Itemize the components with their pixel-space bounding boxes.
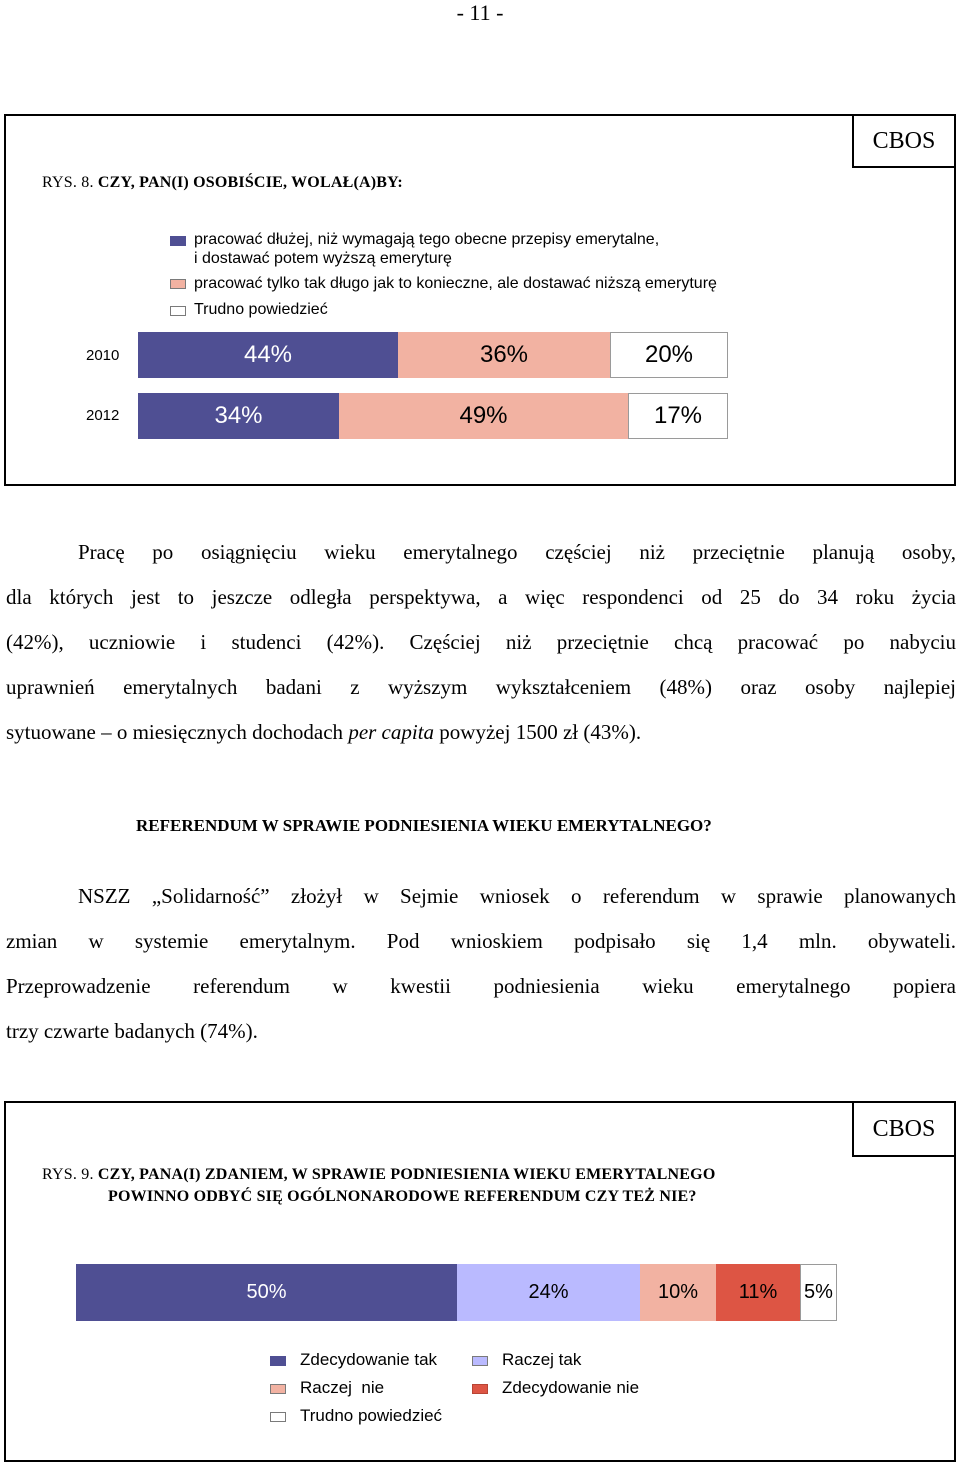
cbos-logo-fig8: CBOS [852, 114, 956, 168]
bar-segment-2012-longer-work [138, 393, 339, 439]
bar-segment-definitely-no [716, 1264, 800, 1321]
legend-swatch-longer-work [170, 236, 186, 246]
legend-label-rather-yes: Raczej tak [502, 1350, 582, 1369]
figure-9-stacked-bar-chart [76, 1264, 837, 1321]
legend-swatch-rather-yes [472, 1356, 488, 1366]
bar-segment-rather-yes [457, 1264, 640, 1321]
page-number: - 11 - [456, 0, 504, 25]
figure-8-stacked-bar-chart [138, 332, 728, 440]
figure-9-legend [270, 1350, 690, 1430]
paragraph-1 [6, 530, 956, 755]
paragraph-2-line: zmian w systemie emerytalnym. Pod wnioskiem podpisało się 1,4 mln. obywateli. [6, 929, 956, 953]
paragraph-2-line: trzy czwarte badanych (74%). [6, 1019, 258, 1043]
section-heading: REFERENDUM W SPRAWIE PODNIESIENIA WIEKU EMERYTALNEGO? [136, 816, 712, 835]
figure-9-label: RYS. 9. [42, 1166, 94, 1183]
per-capita-italic: per capita [348, 720, 435, 744]
paragraph-1-line: dla których jest to jeszcze odległa perspektywa, a więc respondenci od 25 do 34 roku życia [6, 585, 956, 609]
category-label-2010: 2010 [86, 347, 120, 364]
bar-data-label: 20% [644, 341, 694, 368]
legend-label-definitely-no: Zdecydowanie nie [502, 1378, 640, 1397]
legend-label-longer-work: pracować dłużej, niż wymagają tego obecne przepisy emerytalne, i dostawać potem wyższą emeryturę [194, 231, 660, 267]
bar-segment-hard-to-say [800, 1264, 837, 1321]
bar-segment-2010-longer-work [138, 332, 398, 378]
paragraph-1-line: Pracę po osiągnięciu wieku emerytalnego częściej niż przeciętnie planują osoby, [78, 540, 956, 564]
bar-segment-2012-as-needed [339, 393, 628, 439]
legend-swatch-rather-no [270, 1384, 286, 1394]
figure-8-label: RYS. 8. [42, 174, 94, 191]
paragraph-1-line: (42%), uczniowie i studenci (42%). Częściej niż przeciętnie chcą pracować po nabyciu [6, 630, 956, 654]
bar-data-label: 34% [214, 402, 263, 429]
figure-9-question-line-2: POWINNO ODBYĆ SIĘ OGÓLNONARODOWE REFERENDUM CZY TEŻ NIE? [108, 1188, 697, 1205]
bar-segment-definitely-yes [76, 1264, 457, 1321]
paragraph-2-line: NSZZ „Solidarność” złożył w Sejmie wniosek o referendum w sprawie planowanych [78, 884, 956, 908]
paragraph-1-last-line: sytuowane – o miesięcznych dochodach per capita powyżej 1500 zł (43%). [6, 720, 642, 744]
cbos-logo-fig9: CBOS [852, 1101, 956, 1157]
bar-segment-rather-no [640, 1264, 716, 1321]
category-label-2012: 2012 [86, 407, 120, 424]
bar-data-label: 11% [738, 1281, 778, 1303]
bar-data-label: 17% [653, 402, 703, 429]
legend-label-hard-to-say: Trudno powiedzieć [194, 301, 328, 318]
legend-label-rather-no: Raczej nie [300, 1378, 385, 1397]
legend-swatch-hard-to-say [170, 306, 186, 316]
paragraph-2-line: Przeprowadzenie referendum w kwestii podniesienia wieku emerytalnego popiera [6, 974, 956, 998]
legend-label-hard-to-say-fig9: Trudno powiedzieć [300, 1406, 443, 1425]
legend-label-as-needed: pracować tylko tak długo jak to konieczne, ale dostawać niższą emeryturę [194, 275, 717, 292]
bar-data-label: 24% [528, 1281, 569, 1303]
figure-9-title [42, 1164, 715, 1208]
figure-8-legend [170, 230, 870, 322]
bar-segment-2010-as-needed [398, 332, 610, 378]
paragraph-1-line: uprawnień emerytalnych badani z wyższym wykształceniem (48%) oraz osoby najlepiej [6, 675, 956, 699]
legend-swatch-definitely-yes [270, 1356, 286, 1366]
bar-segment-2010-hard-to-say [610, 332, 728, 378]
bar-data-label: 50% [246, 1281, 287, 1303]
figure-8-question: CZY, PAN(I) OSOBIŚCIE, WOLAŁ(A)BY: [97, 174, 403, 191]
bar-data-label: 10% [657, 1281, 699, 1303]
legend-label-definitely-yes: Zdecydowanie tak [300, 1350, 438, 1369]
legend-swatch-definitely-no [472, 1384, 488, 1394]
bar-data-label: 44% [243, 341, 293, 368]
paragraph-2 [6, 874, 956, 1054]
legend-swatch-hard-to-say-fig9 [270, 1412, 286, 1422]
figure-8-title [42, 174, 403, 192]
figure-9-question-line-1: CZY, PANA(I) ZDANIEM, W SPRAWIE PODNIESIENIA WIEKU EMERYTALNEGO [97, 1166, 716, 1183]
bar-data-label: 49% [459, 402, 508, 429]
bar-data-label: 5% [804, 1281, 833, 1303]
legend-swatch-as-needed [170, 279, 186, 289]
bar-data-label: 36% [479, 341, 529, 368]
bar-segment-2012-hard-to-say [628, 393, 728, 439]
